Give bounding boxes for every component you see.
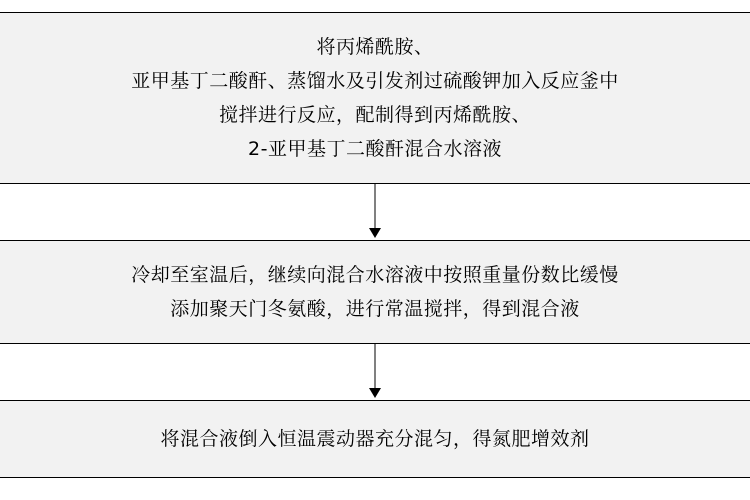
process-box-step-3 xyxy=(0,400,750,478)
step-1-line-4: 2-亚甲基丁二酸酐混合水溶液 xyxy=(248,138,502,160)
step-2-line-2: 添加聚天门冬氨酸，进行常温搅拌，得到混合液 xyxy=(170,298,580,320)
down-arrow-icon xyxy=(369,388,381,398)
step-1-line-1: 将丙烯酰胺、 xyxy=(316,36,434,58)
step-1-line-2: 亚甲基丁二酸酐、蒸馏水及引发剂过硫酸钾加入反应釜中 xyxy=(131,70,619,92)
connector-step-1-to-step-2 xyxy=(0,184,750,240)
step-2-line-1: 冷却至室温后，继续向混合水溶液中按照重量份数比缓慢 xyxy=(131,264,619,286)
step-1-line-3: 搅拌进行反应，配制得到丙烯酰胺、 xyxy=(218,104,531,126)
connector-line xyxy=(375,184,376,230)
step-3-line-1: 将混合液倒入恒温震动器充分混匀，得氮肥增效剂 xyxy=(160,428,590,450)
down-arrow-icon xyxy=(369,228,381,238)
process-box-step-2 xyxy=(0,240,750,344)
connector-step-2-to-step-3 xyxy=(0,344,750,400)
connector-line xyxy=(375,344,376,390)
process-box-step-1 xyxy=(0,12,750,184)
